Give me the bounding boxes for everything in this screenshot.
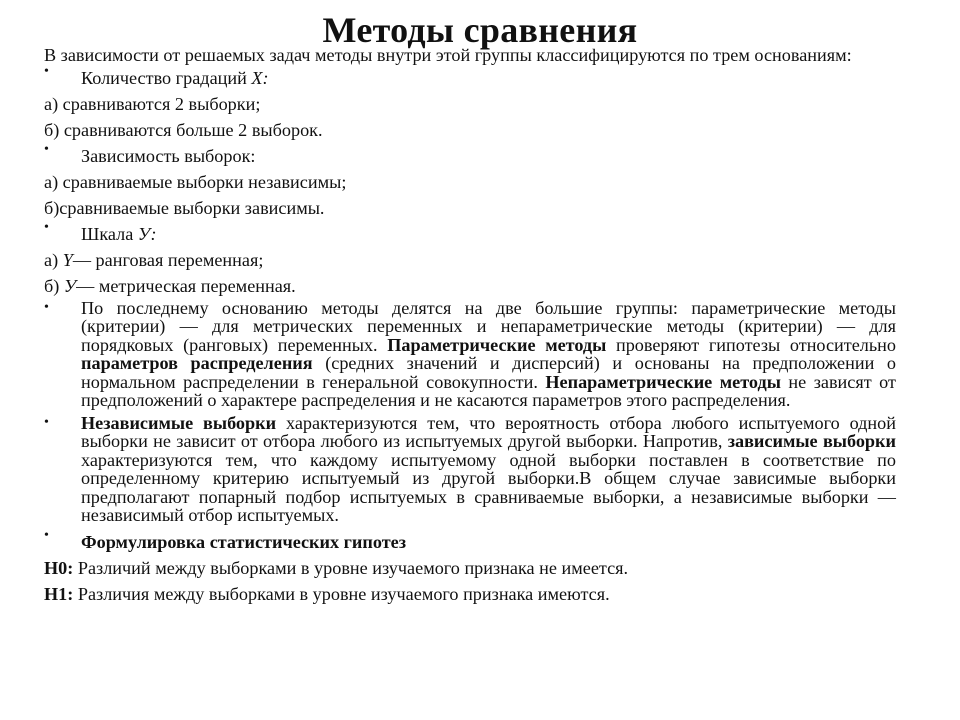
option-a-two-samples: а) сравниваются 2 выборки; <box>44 93 261 114</box>
slide-content <box>44 46 896 607</box>
option-b-dependent: б)сравниваемые выборки зависимы. <box>44 197 325 218</box>
variable-x: Х: <box>251 67 269 88</box>
hypothesis-h1: Н1: Различия между выборками в уровне изучаемого признака имеются. <box>44 583 610 604</box>
bullet-independent-samples <box>44 414 896 525</box>
bullet-text: Шкала У: <box>81 223 157 244</box>
bullet-dependence <box>44 143 896 169</box>
intro-paragraph: В зависимости от решаемых задач методы внутри этой группы классифицируются по трем основаниям: <box>44 45 852 65</box>
bullet-icon: • <box>44 299 49 315</box>
bullet-text: Количество градаций Х: <box>81 67 269 88</box>
bullet-icon: • <box>44 141 49 157</box>
bullet-scale <box>44 221 896 247</box>
option-a-rank: а) Y— ранговая переменная; <box>44 249 264 270</box>
bullet-icon: • <box>44 414 49 430</box>
bullet-text: По последнему основанию методы делятся на две большие группы: параметрические методы (критерии) — для метрических переменных и непараметрические методы (критерии) — для порядковых (ранговых) переменных. Параметрические методы проверяют гипотезы относительно параметров распределения (средних значений и дисперсий) и основаны на предположении о нормальном распределении в генеральной совокупности. Непараметрические методы не зависят от предположений о характере распределения и не касаются параметров этого распределения. <box>81 297 897 410</box>
bullet-hypotheses <box>44 529 896 555</box>
bullet-icon: • <box>44 63 49 79</box>
option-b-more-samples: б) сравниваются больше 2 выборок. <box>44 119 323 140</box>
variable-y: У: <box>137 223 157 244</box>
slide-title: Методы сравнения <box>322 10 638 50</box>
bullet-icon: • <box>44 527 49 543</box>
option-a-independent: а) сравниваемые выборки независимы; <box>44 171 347 192</box>
bullet-text: Зависимость выборок: <box>81 145 256 166</box>
option-b-metric: б) У— метрическая переменная. <box>44 275 296 296</box>
bullet-icon: • <box>44 219 49 235</box>
bullet-parametric-methods <box>44 299 896 410</box>
bullet-text: Независимые выборки характеризуются тем, что вероятность отбора любого испытуемого одной выборки не зависит от отбора любого из испытуемых другой выборки. Напротив, зависимые выборки характеризуются тем, что каждому испытуемому одной выборки поставлен в соответствие по определенному критерию испытуемый из другой выборки.В общем случае зависимые выборки предполагают попарный подбор испытуемых в сравниваемые выборки, а независимые выборки — независимый отбор испытуемых. <box>81 412 896 525</box>
bullet-gradations <box>44 65 896 91</box>
bullet-text: Формулировка статистических гипотез <box>81 531 407 552</box>
hypothesis-h0: Н0: Различий между выборками в уровне изучаемого признака не имеется. <box>44 557 629 578</box>
